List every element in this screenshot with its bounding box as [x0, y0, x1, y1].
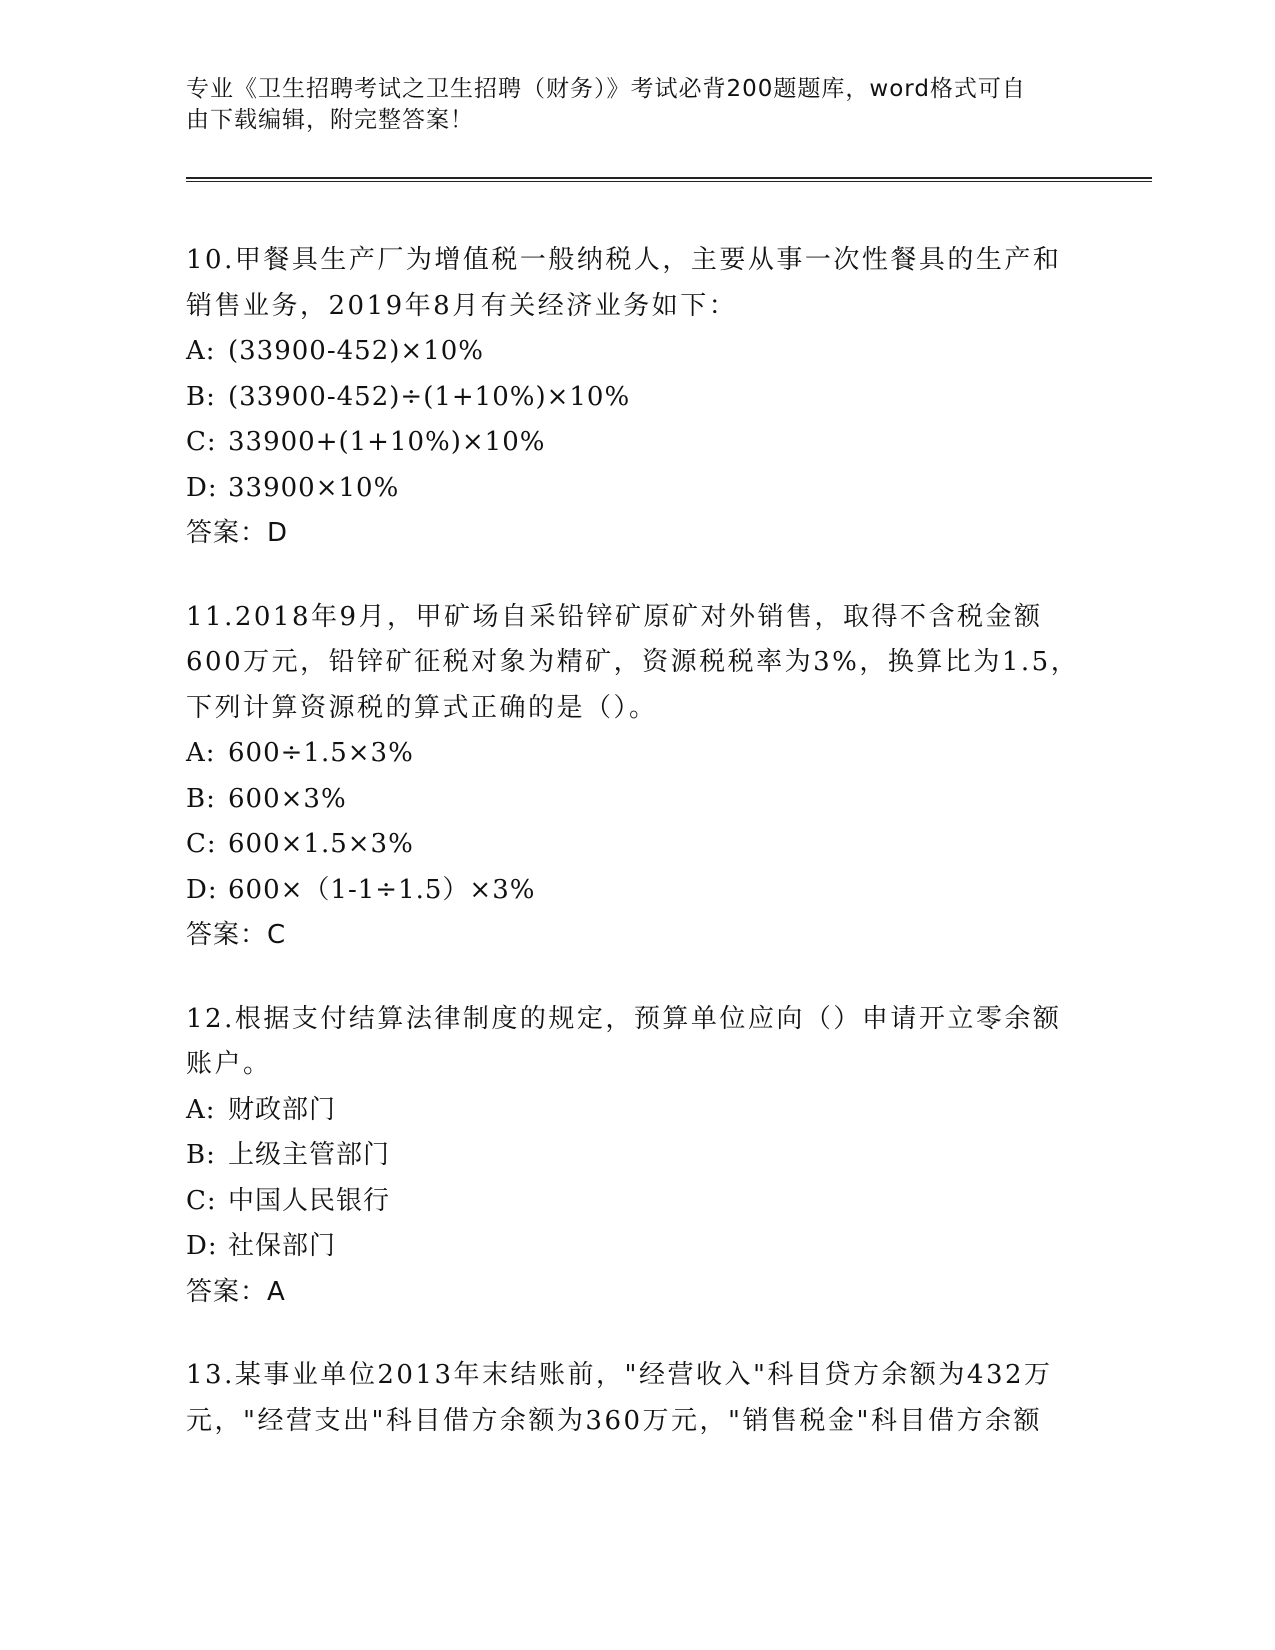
option-text: 上级主管部门 — [228, 1140, 391, 1170]
option-d — [186, 466, 1086, 512]
question-stem-line: 元，"经营支出"科目借方余额为360万元，"销售税金"科目借方余额 — [186, 1405, 1042, 1436]
option-letter: B: — [186, 381, 216, 412]
option-c — [186, 1179, 1086, 1225]
option-b — [186, 375, 1086, 421]
option-text: (33900-452)÷(1+10%)×10% — [228, 381, 631, 412]
question-12 — [186, 997, 1086, 1316]
question-10 — [186, 238, 1086, 557]
document-header — [186, 74, 1086, 136]
question-stem-line: 13.某事业单位2013年末结账前，"经营收入"科目贷方余额为432万 — [186, 1360, 1053, 1390]
option-text: 600×1.5×3% — [228, 829, 414, 859]
question-stem-line: 10.甲餐具生产厂为增值税一般纳税人，主要从事一次性餐具的生产和 — [186, 245, 1062, 275]
option-d — [186, 1224, 1086, 1270]
question-stem-line: 12.根据支付结算法律制度的规定，预算单位应向（）申请开立零余额 — [186, 1003, 1062, 1034]
option-letter: A: — [186, 738, 216, 768]
option-b — [186, 1133, 1086, 1179]
option-letter: D: — [186, 874, 218, 905]
question-stem-line: 11.2018年9月，甲矿场自采铅锌矿原矿对外销售，取得不含税金额 — [186, 601, 1043, 632]
header-line-2: 由下载编辑，附完整答案！ — [186, 107, 474, 133]
answer-label: 答案：C — [186, 920, 287, 950]
answer-label: 答案：D — [186, 518, 289, 548]
option-text: 财政部门 — [228, 1094, 337, 1125]
option-letter: D: — [186, 472, 218, 503]
answer-label: 答案：A — [186, 1276, 286, 1307]
option-text: 中国人民银行 — [228, 1185, 391, 1216]
option-b — [186, 777, 1086, 823]
question-stem-line: 账户。 — [186, 1049, 272, 1079]
option-letter: B: — [186, 1140, 216, 1170]
option-text: 600×（1-1÷1.5）×3% — [228, 874, 536, 905]
option-letter: C: — [186, 427, 217, 457]
option-text: (33900-452)×10% — [228, 336, 484, 366]
option-letter: C: — [186, 1185, 217, 1216]
header-divider-thick — [186, 177, 1152, 179]
option-letter: A: — [186, 336, 216, 366]
question-stem-line: 下列计算资源税的算式正确的是（）。 — [186, 692, 658, 723]
option-c — [186, 420, 1086, 466]
question-13 — [186, 1353, 1086, 1444]
option-text: 社保部门 — [228, 1231, 337, 1261]
option-text: 33900+(1+10%)×10% — [228, 427, 546, 457]
question-stem-line: 销售业务，2019年8月有关经济业务如下： — [186, 290, 738, 321]
option-text: 600×3% — [228, 783, 347, 814]
header-divider-thin — [186, 181, 1152, 182]
option-c — [186, 822, 1086, 868]
option-letter: D: — [186, 1231, 218, 1261]
option-text: 33900×10% — [228, 472, 400, 503]
option-letter: B: — [186, 783, 216, 814]
option-a — [186, 329, 1086, 375]
header-line-1: 专业《卫生招聘考试之卫生招聘（财务）》考试必背200题题库，word格式可自 — [186, 76, 1026, 102]
option-text: 600÷1.5×3% — [228, 738, 414, 768]
question-list — [186, 238, 1086, 1482]
question-11 — [186, 595, 1086, 959]
option-a — [186, 731, 1086, 777]
option-letter: C: — [186, 829, 217, 859]
question-stem-line: 600万元，铅锌矿征税对象为精矿，资源税税率为3%，换算比为1.5， — [186, 647, 1080, 677]
option-a — [186, 1088, 1086, 1134]
option-letter: A: — [186, 1094, 216, 1125]
option-d — [186, 868, 1086, 914]
